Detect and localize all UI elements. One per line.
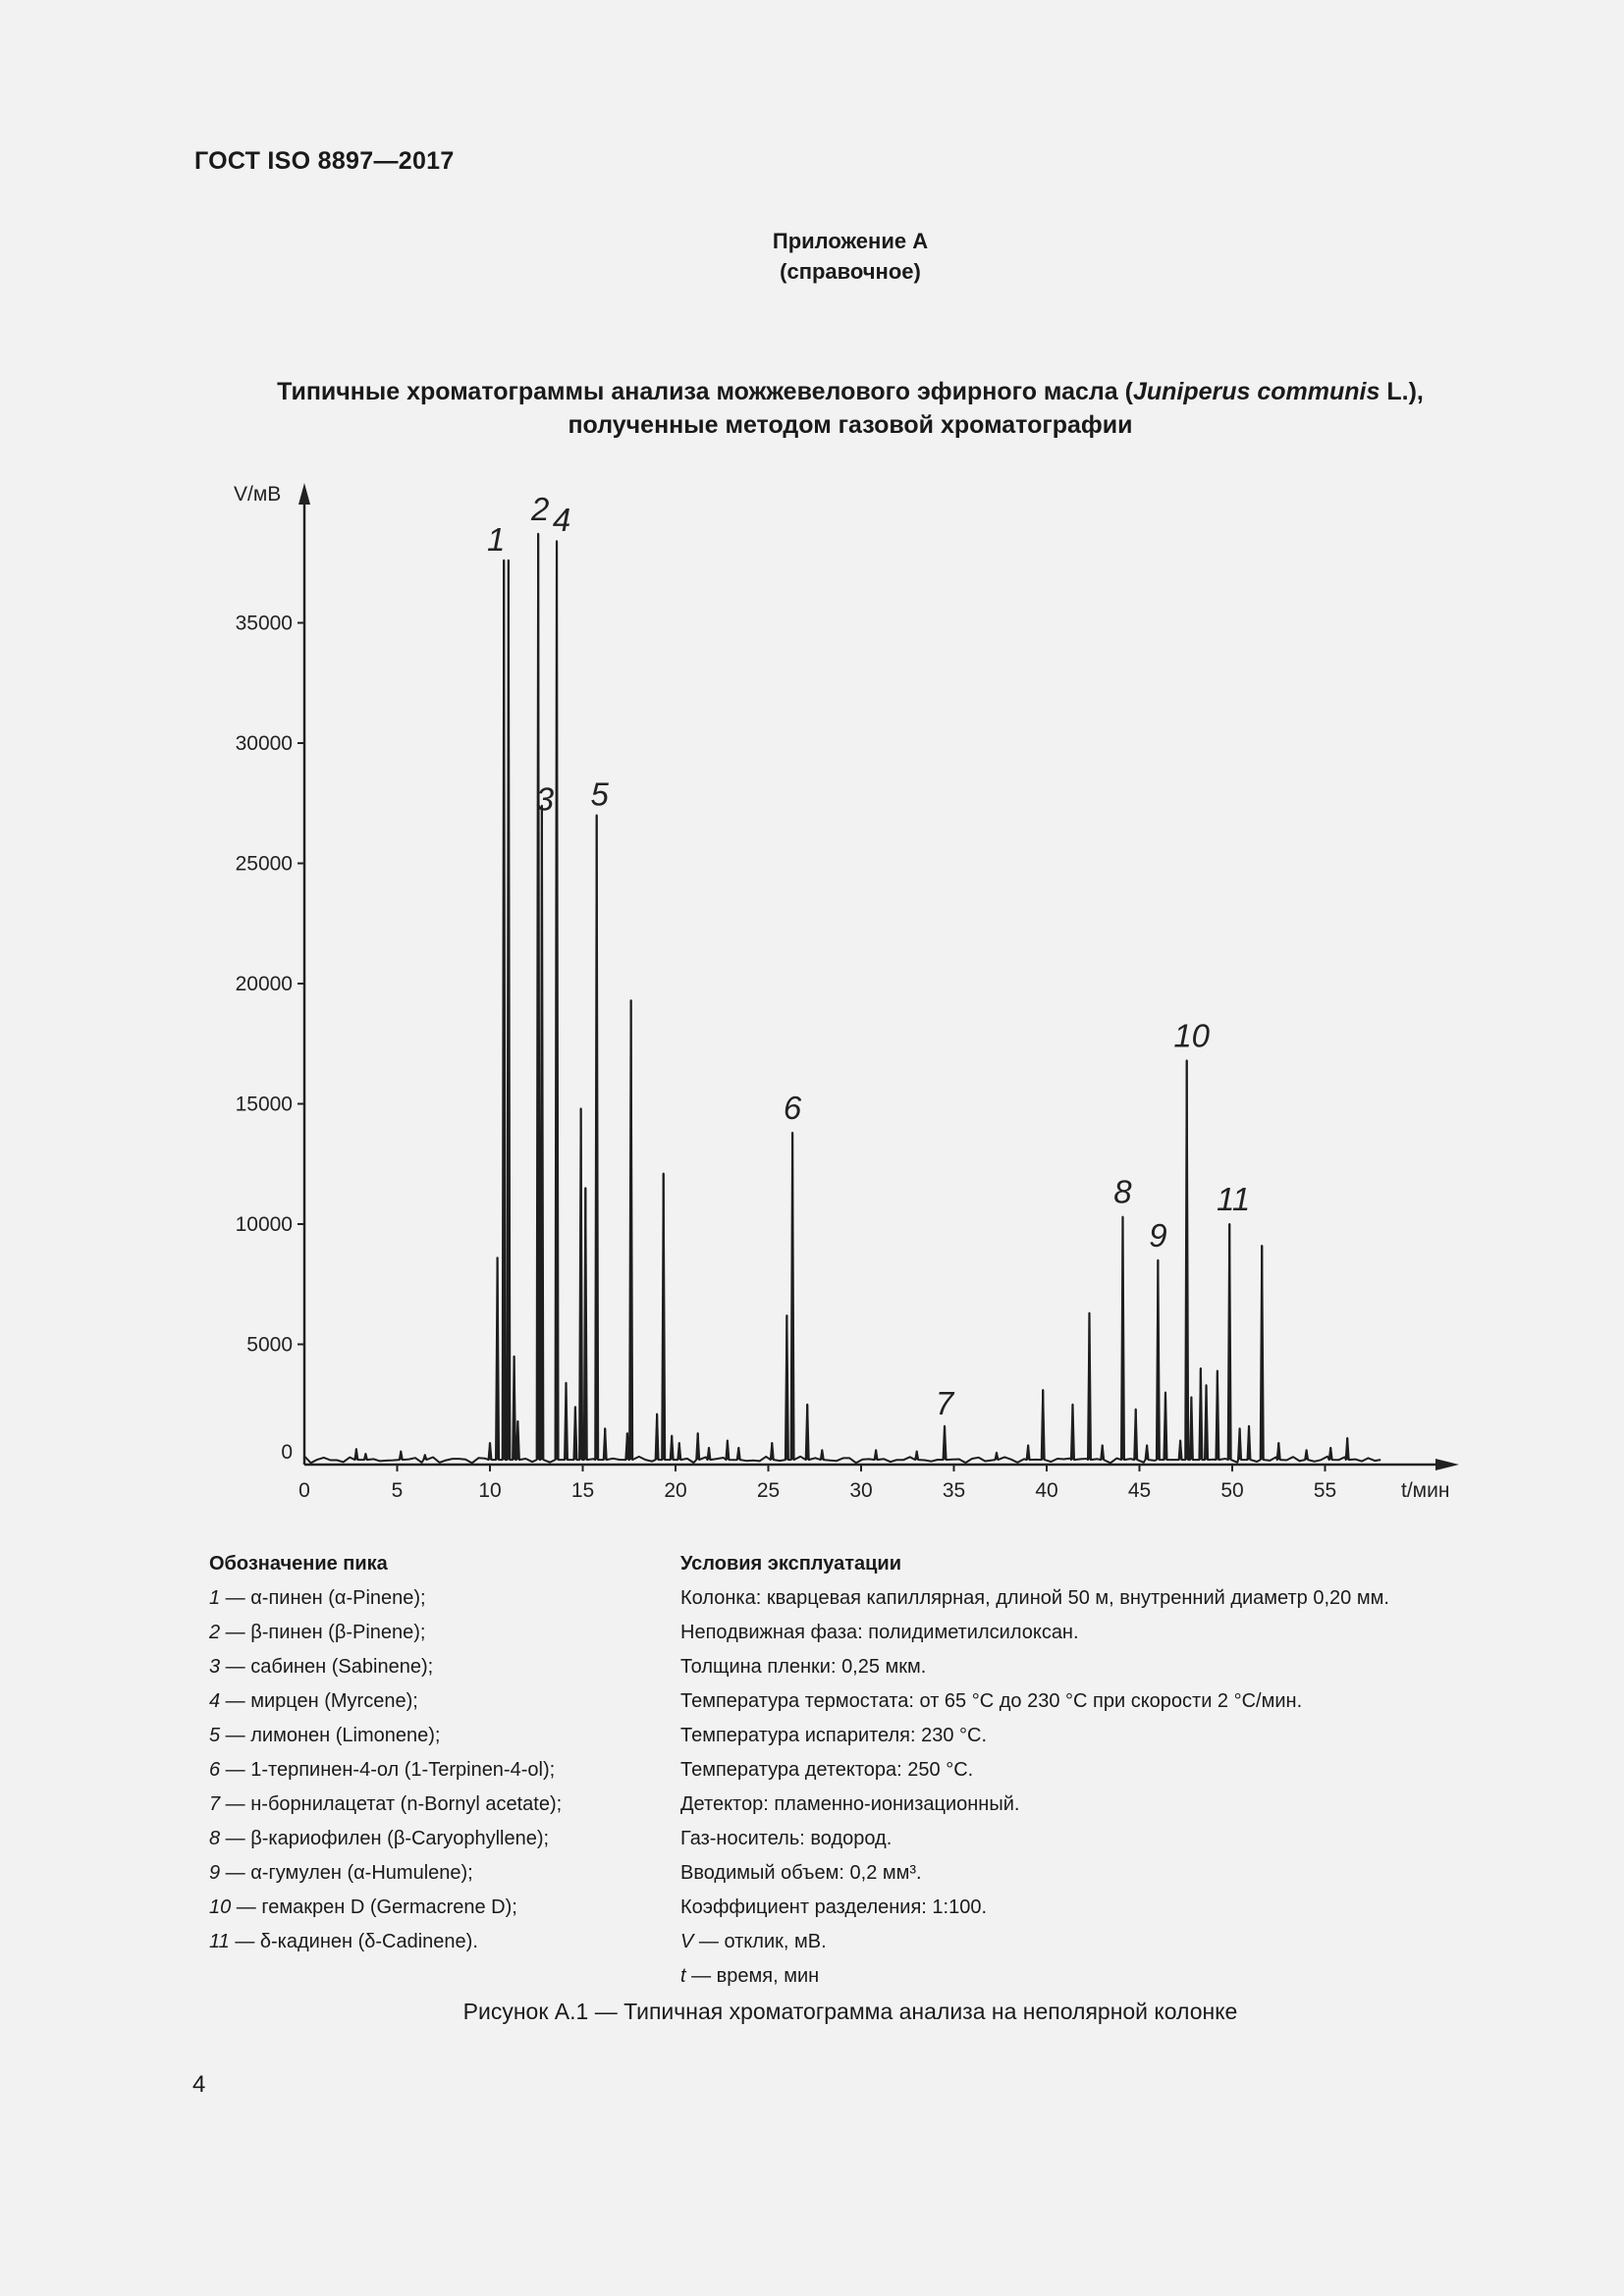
peak-legend-text: — лимонен (Limonene); bbox=[220, 1725, 441, 1746]
peak-legend-item bbox=[209, 1856, 671, 1891]
condition-item: Неподвижная фаза: полидиметилсилоксан. bbox=[680, 1622, 1079, 1643]
x-tick-label: 5 bbox=[391, 1479, 404, 1502]
figure-title-suffix: L.), bbox=[1380, 378, 1424, 405]
peak-legend-text: — β-пинен (β-Pinene); bbox=[220, 1622, 426, 1643]
variable-t-text: — время, мин bbox=[685, 1965, 820, 1987]
chromatogram-chart bbox=[196, 471, 1492, 1531]
peak-legend-number: 10 bbox=[209, 1896, 232, 1918]
peak-legend-text: — α-пинен (α-Pinene); bbox=[220, 1587, 426, 1609]
condition-item: Коэффициент разделения: 1:100. bbox=[680, 1896, 988, 1918]
peak-legend-text: — сабинен (Sabinene); bbox=[220, 1656, 434, 1678]
peak-legend-item bbox=[209, 1925, 671, 1959]
peak-label: 8 bbox=[1113, 1173, 1132, 1210]
peak-legend-number: 8 bbox=[209, 1828, 221, 1849]
variable-v-text: — отклик, мВ. bbox=[693, 1931, 827, 1952]
condition-item: Газ-носитель: водород. bbox=[680, 1828, 893, 1849]
figure-title-line2: полученные методом газовой хроматографии bbox=[568, 411, 1133, 439]
peak-legend-number: 2 bbox=[209, 1622, 221, 1643]
y-tick-label: 25000 bbox=[235, 852, 293, 876]
x-tick-label: 10 bbox=[478, 1479, 502, 1502]
x-tick-label: 20 bbox=[664, 1479, 687, 1502]
condition-item: Вводимый объем: 0,2 мм³. bbox=[680, 1862, 922, 1884]
x-tick-label: 40 bbox=[1035, 1479, 1058, 1502]
peak-legend-text: — мирцен (Myrcene); bbox=[220, 1690, 418, 1712]
peak-legend-number: 11 bbox=[209, 1931, 230, 1952]
peak-legend-item bbox=[209, 1616, 671, 1650]
chart-peak-labels bbox=[487, 491, 1250, 1421]
y-axis-arrow bbox=[298, 483, 310, 505]
x-tick-label: 35 bbox=[942, 1479, 966, 1502]
peak-legend-number: 4 bbox=[209, 1690, 221, 1712]
peak-legend-text: — гемакрен D (Germacrene D); bbox=[231, 1896, 517, 1918]
peak-label: 11 bbox=[1217, 1181, 1251, 1217]
annex-type: (справочное) bbox=[780, 259, 921, 284]
x-tick-label: 25 bbox=[756, 1479, 781, 1502]
y-tick-label: 10000 bbox=[235, 1213, 293, 1236]
condition-item: Детектор: пламенно-ионизационный. bbox=[680, 1793, 1020, 1815]
x-axis-label: t/мин bbox=[1401, 1479, 1450, 1502]
annex-heading bbox=[0, 226, 1624, 287]
chart-axes bbox=[234, 483, 1459, 1502]
page-number: 4 bbox=[192, 2071, 206, 2098]
y-tick-label: 30000 bbox=[235, 732, 293, 755]
figure-title-latin: Juniperus communis bbox=[1132, 378, 1380, 405]
peak-legend-text: — β-кариофилен (β-Caryophyllene); bbox=[220, 1828, 550, 1849]
peak-legend-text: — 1-терпинен-4-ол (1-Terpinen-4-ol); bbox=[220, 1759, 556, 1781]
x-tick-label: 30 bbox=[849, 1479, 873, 1502]
peak-legend-number: 6 bbox=[209, 1759, 221, 1781]
figure-title-prefix: Типичные хроматограммы анализа можжевелового эфирного масла ( bbox=[277, 378, 1133, 405]
y-tick-label: 0 bbox=[281, 1441, 293, 1464]
x-tick-label: 50 bbox=[1220, 1479, 1244, 1502]
y-tick-label: 35000 bbox=[235, 612, 293, 635]
peak-legend-item bbox=[209, 1753, 671, 1788]
peak-legend-item bbox=[209, 1788, 671, 1822]
conditions-header: Условия эксплуатации bbox=[680, 1553, 901, 1575]
peak-legend-text: — α-гумулен (α-Humulene); bbox=[220, 1862, 473, 1884]
peak-legend-number: 9 bbox=[209, 1862, 221, 1884]
chart-trace bbox=[304, 534, 1380, 1464]
peak-legend-number: 5 bbox=[209, 1725, 221, 1746]
peak-label: 9 bbox=[1149, 1216, 1167, 1254]
variable-v-symbol: V bbox=[680, 1931, 694, 1952]
document-code: ГОСТ ISO 8897—2017 bbox=[194, 147, 455, 175]
chromatogram-trace bbox=[304, 534, 1380, 1464]
peak-label: 6 bbox=[783, 1089, 802, 1126]
peak-legend-item bbox=[209, 1650, 671, 1684]
x-tick-label: 0 bbox=[298, 1479, 310, 1502]
peak-label: 2 bbox=[530, 490, 550, 527]
peak-legend-text: — δ-кадинен (δ-Cadinene). bbox=[229, 1931, 478, 1952]
annex-title: Приложение А bbox=[772, 229, 929, 253]
figure-title bbox=[0, 375, 1624, 442]
peak-legend-text: — н-борнилацетат (n-Bornyl acetate); bbox=[220, 1793, 563, 1815]
y-tick-label: 20000 bbox=[235, 973, 293, 995]
conditions-legend bbox=[680, 1547, 1544, 1994]
peak-label: 5 bbox=[590, 775, 609, 813]
figure-caption: Рисунок А.1 — Типичная хроматограмма анализа на неполярной колонке bbox=[462, 1999, 1238, 2024]
y-tick-label: 5000 bbox=[246, 1333, 293, 1357]
variable-v-row bbox=[680, 1925, 1544, 1959]
x-tick-label: 15 bbox=[570, 1479, 595, 1502]
x-axis-arrow bbox=[1435, 1459, 1459, 1470]
peak-label: 1 bbox=[486, 520, 506, 558]
peak-label: 10 bbox=[1173, 1017, 1211, 1054]
condition-item: Колонка: кварцевая капиллярная, длиной 50 м, внутренний диаметр 0,20 мм. bbox=[680, 1587, 1389, 1609]
peak-legend-number: 3 bbox=[209, 1656, 221, 1678]
peak-label: 4 bbox=[552, 502, 571, 539]
x-tick-label: 55 bbox=[1313, 1479, 1337, 1502]
peak-label: 7 bbox=[935, 1384, 954, 1421]
variable-t-row bbox=[680, 1959, 1544, 1994]
peak-legend-header: Обозначение пика bbox=[209, 1553, 388, 1575]
condition-item: Температура термостата: от 65 °С до 230 °С при скорости 2 °С/мин. bbox=[680, 1690, 1303, 1712]
peak-legend bbox=[209, 1547, 671, 1959]
figure-title-line1 bbox=[0, 375, 1624, 408]
peak-legend-item bbox=[209, 1719, 671, 1753]
peak-legend-item bbox=[209, 1581, 671, 1616]
peak-legend-item bbox=[209, 1891, 671, 1925]
peak-label: 3 bbox=[535, 780, 555, 818]
condition-item: Толщина пленки: 0,25 мкм. bbox=[680, 1656, 927, 1678]
peak-legend-item bbox=[209, 1822, 671, 1856]
y-tick-label: 15000 bbox=[235, 1093, 293, 1116]
peak-legend-item bbox=[209, 1684, 671, 1719]
x-tick-label: 45 bbox=[1127, 1479, 1152, 1502]
peak-legend-number: 7 bbox=[209, 1793, 221, 1815]
y-axis-label: V/мВ bbox=[234, 483, 282, 506]
condition-item: Температура испарителя: 230 °С. bbox=[680, 1725, 988, 1746]
peak-legend-number: 1 bbox=[209, 1587, 221, 1609]
condition-item: Температура детектора: 250 °С. bbox=[680, 1759, 974, 1781]
variable-t-symbol: t bbox=[680, 1965, 686, 1987]
